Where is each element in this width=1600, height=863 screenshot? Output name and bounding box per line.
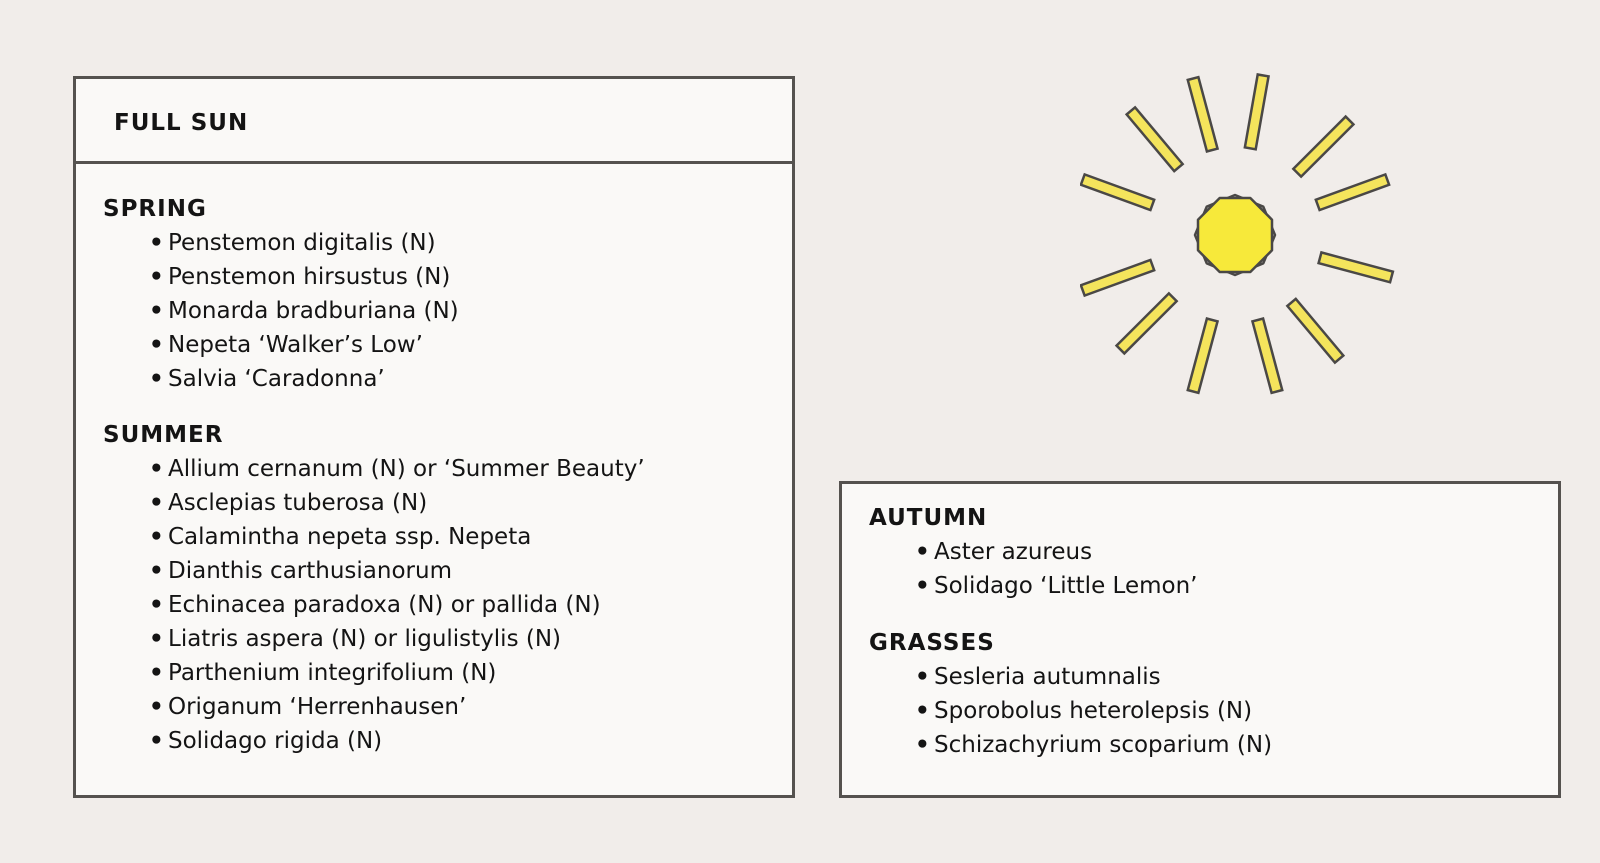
plant-name: Liatris aspera (N) or ligulistylis (N) (168, 626, 562, 652)
plant-name: Penstemon hirsustus (N) (168, 264, 451, 290)
list-item (915, 660, 1272, 694)
sun-ray (1287, 299, 1343, 363)
autumn-grasses-card (839, 481, 1561, 798)
list-item (149, 328, 459, 362)
list-item (149, 226, 459, 260)
list-item (915, 728, 1272, 762)
plant-name: Echinacea paradoxa (N) or pallida (N) (168, 592, 601, 618)
autumn-section (869, 501, 1197, 603)
plant-name: Schizachyrium scoparium (N) (934, 732, 1273, 758)
bullet-icon: • (149, 660, 164, 686)
spring-list (103, 226, 459, 396)
autumn-heading: AUTUMN (869, 505, 988, 531)
list-item (149, 452, 645, 486)
sun-ray (1081, 260, 1154, 296)
bullet-icon: • (149, 230, 164, 256)
plant-name: Nepeta ‘Walker’s Low’ (168, 332, 423, 358)
bullet-icon: • (149, 264, 164, 290)
grasses-heading: GRASSES (869, 630, 995, 656)
grasses-list (869, 660, 1272, 762)
sun-ray (1127, 107, 1183, 171)
bullet-icon: • (915, 664, 930, 690)
list-item (149, 486, 645, 520)
bullet-icon: • (149, 490, 164, 516)
list-item (915, 535, 1197, 569)
plant-name: Origanum ‘Herrenhausen’ (168, 694, 467, 720)
list-item (915, 694, 1272, 728)
card-title: FULL SUN (114, 110, 249, 136)
sun-ray (1081, 174, 1154, 210)
list-item (149, 520, 645, 554)
list-item (915, 569, 1197, 603)
list-item (149, 724, 645, 758)
bullet-icon: • (915, 732, 930, 758)
bullet-icon: • (149, 524, 164, 550)
sun-center (1202, 202, 1268, 268)
plant-name: Calamintha nepeta ssp. Nepeta (168, 524, 532, 550)
sun-ray (1245, 75, 1269, 150)
bullet-icon: • (915, 539, 930, 565)
plant-name: Dianthis carthusianorum (168, 558, 452, 584)
bullet-icon: • (149, 558, 164, 584)
sun-ray (1252, 319, 1282, 393)
grasses-section (869, 626, 1272, 762)
plant-name: Solidago ‘Little Lemon’ (934, 573, 1198, 599)
bullet-icon: • (149, 592, 164, 618)
list-item (149, 690, 645, 724)
plant-name: Aster azureus (934, 539, 1093, 565)
bullet-icon: • (915, 573, 930, 599)
bullet-icon: • (149, 366, 164, 392)
plant-name: Solidago rigida (N) (168, 728, 383, 754)
plant-name: Parthenium integrifolium (N) (168, 660, 497, 686)
plant-name: Salvia ‘Caradonna’ (168, 366, 385, 392)
card-header (76, 79, 792, 164)
bullet-icon: • (149, 456, 164, 482)
autumn-list (869, 535, 1197, 603)
list-item (149, 554, 645, 588)
sun-icon (1080, 70, 1410, 400)
sun-ray (1188, 77, 1218, 151)
list-item (149, 260, 459, 294)
list-item (149, 622, 645, 656)
sun-ray (1316, 174, 1389, 210)
sun-ray (1188, 319, 1218, 393)
summer-list (103, 452, 645, 758)
list-item (149, 362, 459, 396)
plant-name: Sporobolus heterolepsis (N) (934, 698, 1253, 724)
bullet-icon: • (149, 298, 164, 324)
plant-name: Monarda bradburiana (N) (168, 298, 459, 324)
full-sun-card (73, 76, 795, 798)
summer-heading: SUMMER (103, 422, 224, 448)
bullet-icon: • (149, 728, 164, 754)
sun-ray (1293, 117, 1353, 177)
list-item (149, 656, 645, 690)
bullet-icon: • (915, 698, 930, 724)
plant-name: Allium cernanum (N) or ‘Summer Beauty’ (168, 456, 645, 482)
sun-ray (1117, 293, 1177, 353)
list-item (149, 294, 459, 328)
plant-name: Sesleria autumnalis (934, 664, 1161, 690)
sun-ray (1319, 252, 1393, 282)
plant-name: Asclepias tuberosa (N) (168, 490, 428, 516)
plant-name: Penstemon digitalis (N) (168, 230, 436, 256)
bullet-icon: • (149, 626, 164, 652)
bullet-icon: • (149, 694, 164, 720)
bullet-icon: • (149, 332, 164, 358)
summer-section (103, 418, 645, 758)
spring-heading: SPRING (103, 196, 207, 222)
list-item (149, 588, 645, 622)
spring-section (103, 192, 459, 396)
